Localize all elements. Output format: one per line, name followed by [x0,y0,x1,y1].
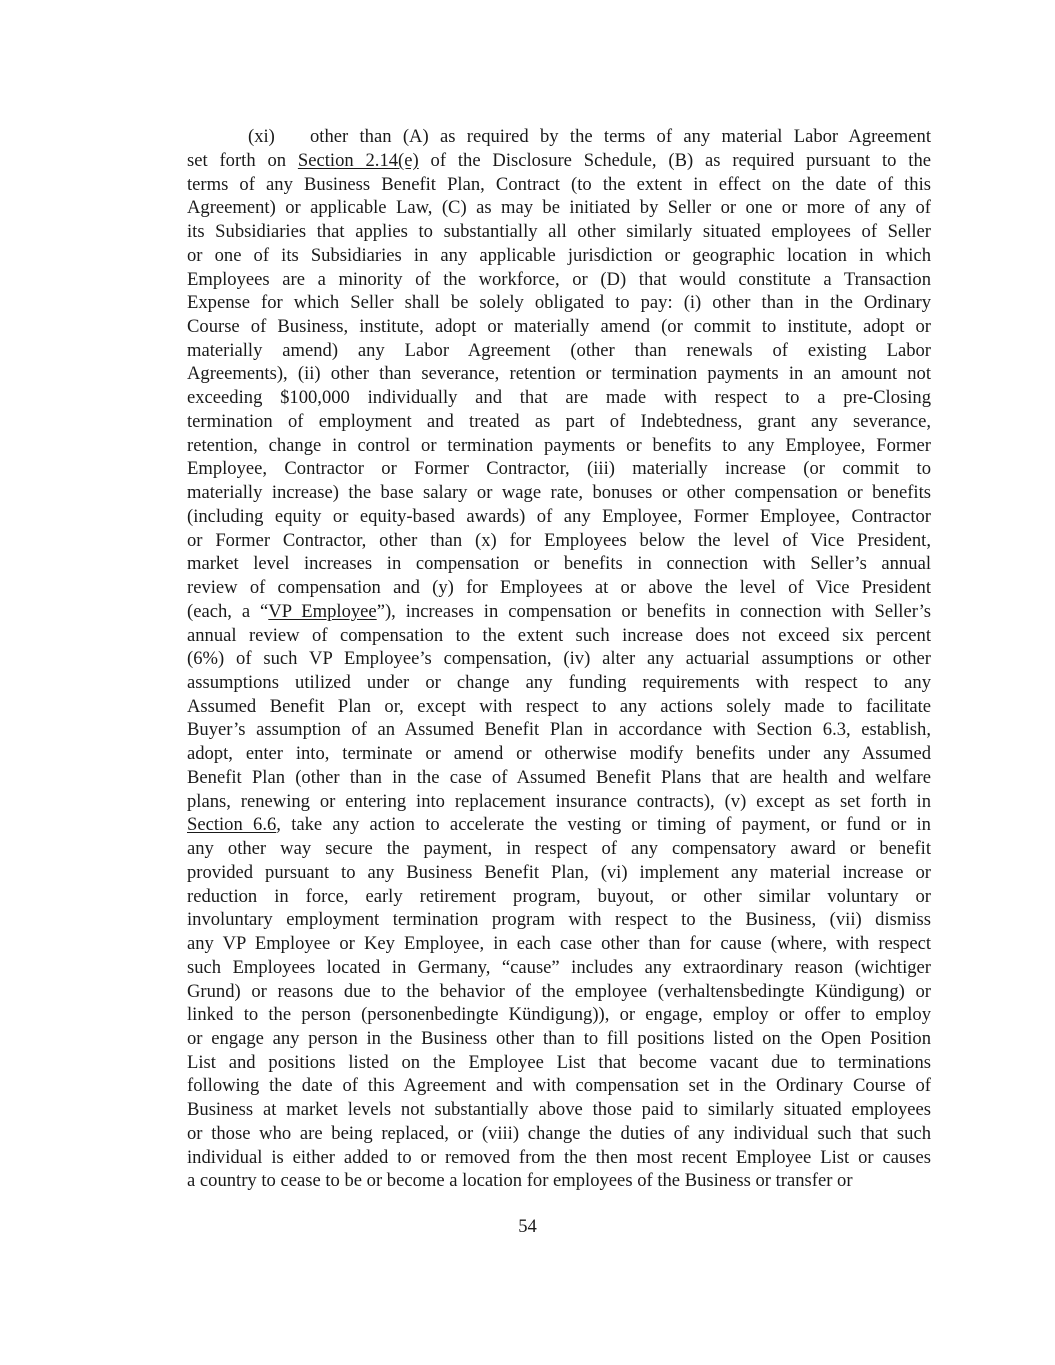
paragraph-line: Employees are a minority of the workforce, or (D) that would constitute a Transaction [187,269,931,290]
paragraph-line: following the date of this Agreement and with compensation set in the Ordinary Course of [187,1075,931,1096]
paragraph-line: terms of any Business Benefit Plan, Contract (to the extent in effect on the date of this [187,174,931,195]
paragraph-line: individual is either added to or removed from the then most recent Employee List or causes [187,1147,931,1168]
paragraph-line: List and positions listed on the Employee List that become vacant due to terminations [187,1052,931,1073]
paragraph-line: retention, change in control or termination payments or benefits to any Employee, Former [187,435,931,456]
paragraph-line: plans, renewing or entering into replacement insurance contracts), (v) except as set forth in [187,791,931,812]
paragraph-line: market level increases in compensation or benefits in connection with Seller’s annual [187,553,931,574]
paragraph-line: or one of its Subsidiaries in any applicable jurisdiction or geographic location in which [187,245,931,266]
paragraph-line: any other way secure the payment, in respect of any compensatory award or benefit [187,838,931,859]
paragraph-line: Buyer’s assumption of an Assumed Benefit Plan in accordance with Section 6.3, establish, [187,719,931,740]
paragraph-line: annual review of compensation to the extent such increase does not exceed six percent [187,625,931,646]
paragraph-line: exceeding $100,000 individually and that are made with respect to a pre-Closing [187,387,931,408]
paragraph-line: any VP Employee or Key Employee, in each case other than for cause (where, with respect [187,933,931,954]
clause-number: (xi) [248,126,275,147]
paragraph-line: Employee, Contractor or Former Contractor, (iii) materially increase (or commit to [187,458,931,479]
paragraph-line: such Employees located in Germany, “cause” includes any extraordinary reason (wichtiger [187,957,931,978]
paragraph-line: Agreement) or applicable Law, (C) as may be initiated by Seller or one or more of any of [187,197,931,218]
paragraph-line: reduction in force, early retirement program, buyout, or other similar voluntary or [187,886,931,907]
paragraph-line: provided pursuant to any Business Benefit Plan, (vi) implement any material increase or [187,862,931,883]
paragraph-line: termination of employment and treated as part of Indebtedness, grant any severance, [187,411,931,432]
page-number: 54 [518,1216,537,1237]
paragraph-line: or engage any person in the Business other than to fill positions listed on the Open Position [187,1028,931,1049]
section-reference-link: Section 2.14(e) [297,150,419,171]
paragraph-line: (including equity or equity-based awards) of any Employee, Former Employee, Contractor [187,506,931,527]
paragraph-line: Grund) or reasons due to the behavior of the employee (verhaltensbedingte Kündigung) or [187,981,931,1002]
paragraph-line: its Subsidiaries that applies to substantially all other similarly situated employees of Seller [187,221,931,242]
paragraph-line: Assumed Benefit Plan or, except with respect to any actions solely made to facilitate [187,696,931,717]
paragraph-line: Agreements), (ii) other than severance, retention or termination payments in an amount not [187,363,931,384]
paragraph-line: materially amend) any Labor Agreement (other than renewals of existing Labor [187,340,931,361]
paragraph-line: a country to cease to be or become a location for employees of the Business or transfer or [187,1170,853,1191]
paragraph-line: set forth on Section 2.14(e) of the Disclosure Schedule, (B) as required pursuant to the [187,150,931,171]
paragraph-line: or those who are being replaced, or (viii) change the duties of any individual such that such [187,1123,931,1144]
paragraph-line: Section 6.6, take any action to accelerate the vesting or timing of payment, or fund or in [187,814,931,835]
paragraph-line: materially increase) the base salary or wage rate, bonuses or other compensation or benefits [187,482,931,503]
paragraph-line: linked to the person (personenbedingte Kündigung)), or engage, employ or offer to employ [187,1004,931,1025]
paragraph-line: review of compensation and (y) for Employees at or above the level of Vice President [187,577,931,598]
paragraph-line: Expense for which Seller shall be solely obligated to pay: (i) other than in the Ordinary [187,292,931,313]
paragraph-line: or Former Contractor, other than (x) for Employees below the level of Vice President, [187,530,931,551]
paragraph-line: Benefit Plan (other than in the case of Assumed Benefit Plans that are health and welfare [187,767,931,788]
paragraph-line: adopt, enter into, terminate or amend or otherwise modify benefits under any Assumed [187,743,931,764]
paragraph-line: (each, a “VP Employee”), increases in compensation or benefits in connection with Seller’s [187,601,931,622]
defined-term-vp-employee: VP Employee [268,601,377,622]
paragraph-line: involuntary employment termination program with respect to the Business, (vii) dismiss [187,909,931,930]
paragraph-line: assumptions utilized under or change any funding requirements with respect to any [187,672,931,693]
paragraph-line: (xi) other than (A) as required by the terms of any material Labor Agreement [248,126,931,147]
section-reference-link: Section 6.6 [187,814,277,835]
paragraph-line: (6%) of such VP Employee’s compensation, (iv) alter any actuarial assumptions or other [187,648,931,669]
paragraph-line: Business at market levels not substantially above those paid to similarly situated employees [187,1099,931,1120]
paragraph-line: Course of Business, institute, adopt or materially amend (or commit to institute, adopt or [187,316,931,337]
